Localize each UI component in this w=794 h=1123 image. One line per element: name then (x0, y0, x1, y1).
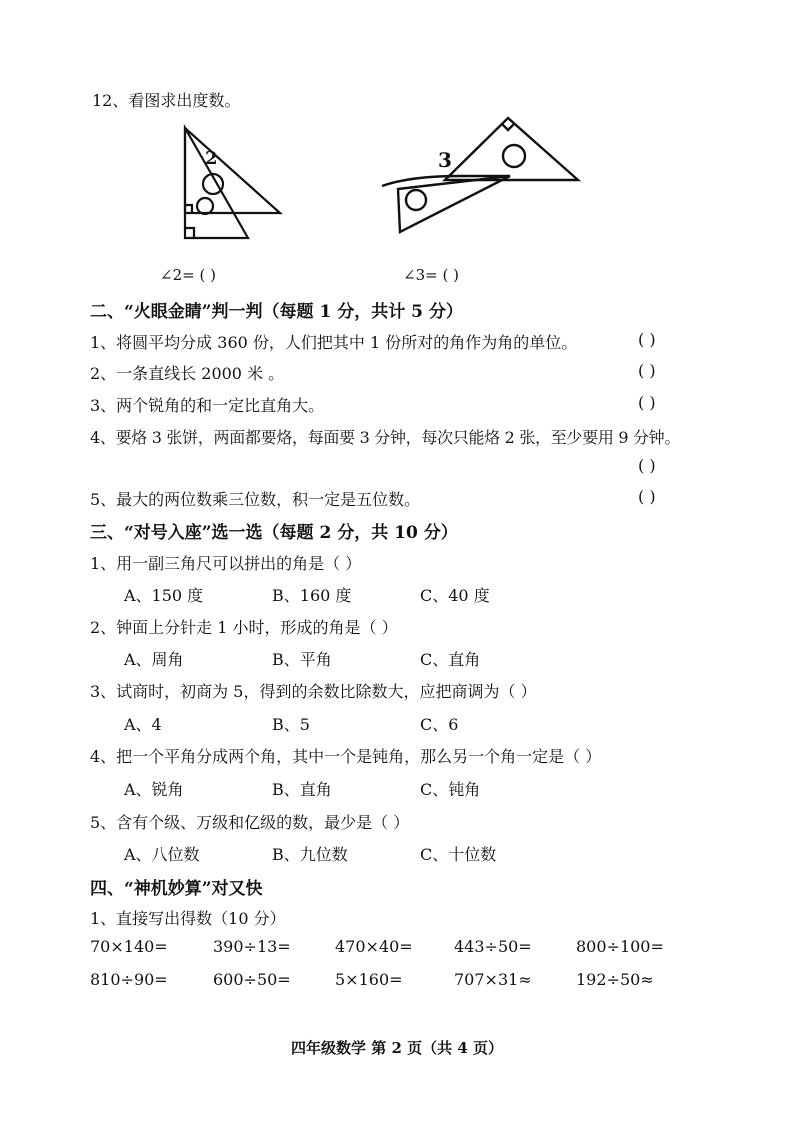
choice-q4-c[interactable]: C、钝角 (420, 780, 481, 799)
calc-r1-5: 800÷100= (576, 937, 664, 956)
choice-q5-c[interactable]: C、十位数 (420, 845, 497, 864)
angle-2-answer: ∠2= ( ) (160, 266, 216, 284)
choice-q3-c[interactable]: C、6 (420, 715, 459, 734)
calc-r2-1: 810÷90= (90, 970, 168, 989)
section4-sub: 1、直接写出得数（10 分） (90, 909, 286, 928)
choice-q2: 2、钟面上分针走 1 小时，形成的角是（ ） (90, 618, 398, 637)
calc-r2-3: 5×160= (335, 970, 403, 989)
judge-item-5: 5、最大的两位数乘三位数，积一定是五位数。 (90, 490, 421, 509)
judge-answer-2[interactable]: ( ) (638, 361, 656, 380)
angle-2-mark: 2 (205, 148, 218, 169)
judge-answer-1[interactable]: ( ) (638, 330, 656, 349)
choice-q1: 1、用一副三角尺可以拼出的角是（ ） (90, 554, 362, 573)
choice-q2-a[interactable]: A、周角 (124, 650, 184, 669)
calc-r1-4: 443÷50= (454, 937, 532, 956)
choice-q5: 5、含有个级、万级和亿级的数，最少是（ ） (90, 813, 410, 832)
choice-q3-a[interactable]: A、4 (124, 715, 162, 734)
choice-q5-b[interactable]: B、九位数 (272, 845, 348, 864)
angle-3-answer: ∠3= ( ) (403, 266, 459, 284)
section3-heading: 三、“对号入座”选一选（每题 2 分，共 10 分） (90, 523, 458, 543)
q12-title: 12、看图求出度数。 (92, 91, 241, 110)
calc-r1-3: 470×40= (335, 937, 413, 956)
judge-answer-5[interactable]: ( ) (638, 487, 656, 506)
choice-q4-a[interactable]: A、锐角 (124, 780, 184, 799)
calc-r2-2: 600÷50= (213, 970, 291, 989)
calc-r2-5: 192÷50≈ (576, 970, 654, 989)
angle-3-mark: 3 (438, 148, 452, 172)
choice-q2-b[interactable]: B、平角 (272, 650, 332, 669)
choice-q3-b[interactable]: B、5 (272, 715, 310, 734)
choice-q1-a[interactable]: A、150 度 (124, 586, 204, 605)
figure-angle-2 (170, 118, 300, 253)
choice-q1-c[interactable]: C、40 度 (420, 586, 490, 605)
calc-r1-1: 70×140= (90, 937, 168, 956)
section4-heading: 四、“神机妙算”对又快 (90, 879, 263, 899)
choice-q2-c[interactable]: C、直角 (420, 650, 481, 669)
figure-angle-3 (380, 114, 590, 244)
choice-q3: 3、试商时，初商为 5，得到的余数比除数大，应把商调为（ ） (90, 682, 537, 701)
choice-q4-b[interactable]: B、直角 (272, 780, 332, 799)
choice-q1-b[interactable]: B、160 度 (272, 586, 352, 605)
judge-item-4: 4、要烙 3 张饼，两面都要烙，每面要 3 分钟，每次只能烙 2 张，至少要用 9 分钟。 (90, 428, 681, 447)
judge-answer-3[interactable]: ( ) (638, 393, 656, 412)
judge-item-3: 3、两个锐角的和一定比直角大。 (90, 396, 325, 415)
choice-q5-a[interactable]: A、八位数 (124, 845, 200, 864)
judge-answer-4[interactable]: ( ) (638, 456, 656, 475)
calc-r2-4: 707×31≈ (454, 970, 532, 989)
judge-item-1: 1、将圆平均分成 360 份，人们把其中 1 份所对的角作为角的单位。 (90, 333, 578, 352)
calc-r1-2: 390÷13= (213, 937, 291, 956)
page-footer: 四年级数学 第 2 页（共 4 页） (291, 1039, 503, 1057)
judge-item-2: 2、一条直线长 2000 米 。 (90, 364, 285, 383)
choice-q4: 4、把一个平角分成两个角，其中一个是钝角，那么另一个角一定是（ ） (90, 747, 602, 766)
section2-heading: 二、“火眼金睛”判一判（每题 1 分，共计 5 分） (90, 302, 463, 322)
